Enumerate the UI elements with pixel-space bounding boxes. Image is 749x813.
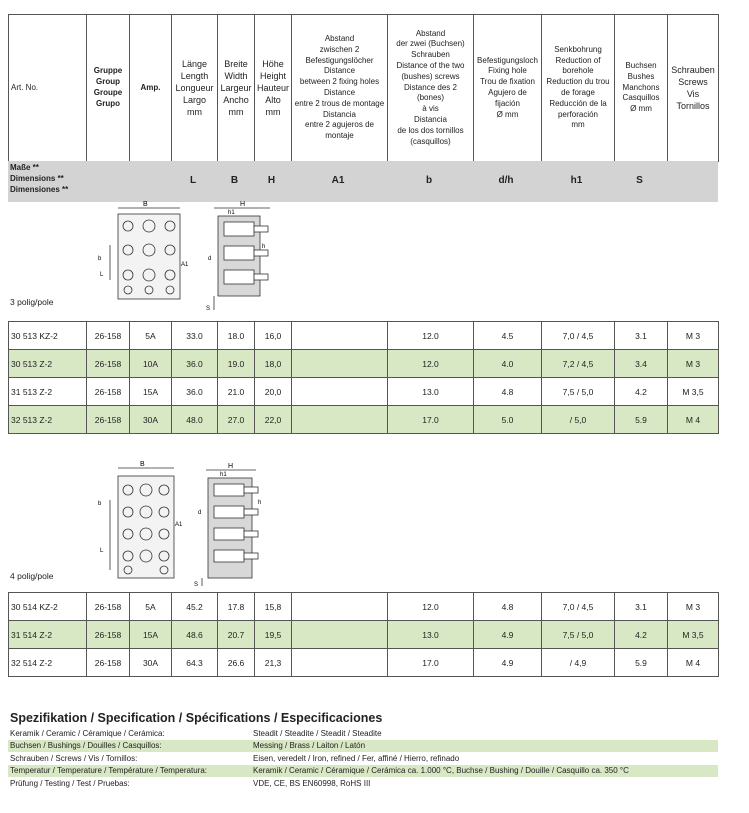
table-cell: 26-158 (87, 378, 130, 406)
dim-symbol-width: B (230, 175, 239, 186)
table-cell: 26-158 (87, 593, 130, 621)
table-cell: 32 514 Z-2 (9, 649, 87, 677)
header-line: mm (571, 120, 585, 130)
spec-value: VDE, CE, BS EN60998, RoHS III (253, 779, 371, 788)
table-cell: 7,2 / 4,5 (542, 350, 615, 378)
table-cell: 22,0 (255, 406, 292, 434)
header-line: Ø mm (496, 109, 519, 119)
drawing-label-h-small: h (262, 244, 266, 250)
table-row (9, 406, 719, 434)
table-cell: 13.0 (388, 378, 474, 406)
header-line: Distance (323, 88, 356, 97)
table-cell: 21,3 (255, 649, 292, 677)
spec-value: Messing / Brass / Laiton / Latón (253, 741, 366, 750)
header-line: (bushes) screws (401, 71, 460, 81)
header-line: Ø mm (630, 104, 652, 114)
table-cell: 30 514 KZ-2 (9, 593, 87, 621)
table-cell: 45.2 (172, 593, 218, 621)
header-line: de forage (561, 88, 595, 97)
drawing-label-b: B (143, 201, 148, 208)
table-cell: 31 514 Z-2 (9, 621, 87, 649)
header-line: Screws (678, 76, 708, 87)
header-line: Group (96, 77, 120, 87)
drawing-label-a1: A1 (181, 262, 188, 268)
table-cell: 13.0 (388, 621, 474, 649)
table-cell: 26-158 (87, 621, 130, 649)
table-cell: 5.9 (615, 649, 668, 677)
table-row (9, 378, 719, 406)
table-cell (292, 350, 388, 378)
table-row (9, 350, 719, 378)
header-line: Höhe (262, 58, 284, 69)
table-cell: 7,5 / 5,0 (542, 621, 615, 649)
table-cell: 7,5 / 5,0 (542, 378, 615, 406)
table-cell: 3.1 (615, 322, 668, 350)
header-line: Largo (182, 95, 207, 106)
table-cell: 7,0 / 4,5 (542, 593, 615, 621)
header-line: mm (187, 107, 202, 118)
header-line: mm (265, 107, 281, 118)
header-line: Longueur (175, 82, 214, 93)
table-cell: 36.0 (172, 378, 218, 406)
table-cell: 48.6 (172, 621, 218, 649)
spec-key: Schrauben / Screws / Vis / Tornillos: (10, 754, 138, 763)
header-line: Distance (323, 66, 356, 76)
header-line: Fixing hole (488, 66, 527, 76)
table-cell: / 4,9 (542, 649, 615, 677)
table-cell: M 3 (668, 350, 719, 378)
spec-row (8, 778, 718, 790)
header-line: Befestigungslöcher (305, 55, 374, 65)
drawing-label-b-small: b (98, 501, 102, 507)
table-cell: M 4 (668, 649, 719, 677)
col-counterbore (542, 15, 615, 162)
header-line: fijación (495, 98, 520, 108)
header-line: Hauteur (257, 82, 290, 93)
table-cell: 32 513 Z-2 (9, 406, 87, 434)
header-line: Senkbohrung (554, 44, 602, 54)
header-line: Distancia (323, 109, 356, 119)
drawing-3pole-side-view (196, 200, 276, 312)
header-line: Tornillos (676, 101, 710, 112)
header-line: Vis (686, 89, 700, 99)
table-cell: 4.9 (474, 621, 542, 649)
table-cell: M 3 (668, 322, 719, 350)
table-cell (292, 593, 388, 621)
table-cell: 19.0 (218, 350, 255, 378)
table-cell: 26-158 (87, 350, 130, 378)
spec-value: Keramik / Ceramic / Céramique / Cerámica ca. 1.000 °C, Buchse / Bushing / Douille / Casquillo ca. 350 °C (253, 766, 629, 775)
drawing-label-d: d (208, 256, 212, 262)
table-cell: 20.7 (218, 621, 255, 649)
table-cell: 30A (130, 649, 172, 677)
header-line: mm (228, 107, 244, 118)
dimensions-label: Maße ** Dimensions ** Dimensiones ** (10, 163, 69, 194)
drawing-label-h-small: h (258, 500, 262, 506)
header-line: Abstand (415, 28, 446, 38)
table-cell: 10A (130, 350, 172, 378)
header-line: Agujero de (488, 88, 527, 97)
drawing-label-l: L (100, 548, 104, 554)
table-row (9, 593, 719, 621)
header-line: entre 2 agujeros de (305, 120, 374, 130)
header-line: Gruppe (93, 66, 123, 76)
header-line: between 2 fixing holes (299, 77, 380, 87)
dim-symbol-bushes: S (636, 175, 643, 186)
table-cell (292, 322, 388, 350)
table-cell: 31 513 Z-2 (9, 378, 87, 406)
header-line: Grupo (96, 98, 120, 108)
spec-row (8, 753, 718, 765)
table-cell: 4.9 (474, 649, 542, 677)
header-line: Manchons (622, 82, 660, 92)
header-line: Trou de fixation (480, 77, 535, 87)
table-cell: 4.5 (474, 322, 542, 350)
table-3pole (8, 321, 719, 434)
drawing-label-h1: h1 (220, 472, 227, 478)
table-cell: 4.0 (474, 350, 542, 378)
table-cell: 36.0 (172, 350, 218, 378)
table-cell (292, 406, 388, 434)
table-cell: 33.0 (172, 322, 218, 350)
table-cell: 5.0 (474, 406, 542, 434)
dim-symbol-bushes-spacing: b (425, 175, 433, 186)
dimensions-row (8, 161, 718, 202)
table-cell: 15A (130, 378, 172, 406)
header-line: Groupe (93, 88, 123, 97)
table-cell: 5.9 (615, 406, 668, 434)
table-cell: 30 513 Z-2 (9, 350, 87, 378)
header-line: (casquillos) (410, 136, 451, 146)
table-cell: 17.0 (388, 649, 474, 677)
table-cell: 64.3 (172, 649, 218, 677)
spec-title: Spezifikation / Specification / Spécifications / Especificaciones (10, 711, 383, 725)
drawing-label-h1: h1 (228, 210, 235, 216)
header-line: Width (224, 70, 248, 81)
drawing-4pole-top-view (88, 460, 188, 582)
dim-symbol-spacing: A1 (331, 175, 345, 186)
header-line: Alto (265, 95, 281, 106)
table-cell: 15,8 (255, 593, 292, 621)
table-cell: 21.0 (218, 378, 255, 406)
header-line: Reducción de la (549, 98, 607, 108)
table-cell: M 4 (668, 406, 719, 434)
table-cell: 48.0 (172, 406, 218, 434)
header-line: Befestigungsloch (477, 55, 538, 65)
table-cell: 17.8 (218, 593, 255, 621)
drawing-label-h: H (228, 463, 234, 470)
table-cell (292, 621, 388, 649)
table-row (9, 649, 719, 677)
section-4pole-label: 4 polig/pole (10, 571, 54, 581)
header-line: Reduction of (555, 55, 601, 65)
table-cell: 4.8 (474, 593, 542, 621)
drawing-3pole-top-view (88, 200, 188, 304)
drawing-label-h: H (240, 201, 246, 208)
dim-symbol-counterbore: h1 (570, 175, 583, 186)
header-line: borehole (562, 66, 594, 76)
table-cell (292, 649, 388, 677)
drawing-label-b: B (140, 461, 145, 468)
header-line: Distance des 2 (bones) (404, 82, 457, 103)
table-cell: M 3 (668, 593, 719, 621)
drawing-label-s: S (206, 306, 211, 312)
table-cell: 15A (130, 621, 172, 649)
col-group (87, 15, 130, 162)
table-cell: 12.0 (388, 593, 474, 621)
drawing-label-b-small: b (98, 256, 102, 262)
col-screws (668, 15, 719, 162)
table-cell: 4.8 (474, 378, 542, 406)
header-line: Reduction du trou (546, 77, 610, 87)
header-line: Largeur (220, 82, 252, 93)
table-cell: 27.0 (218, 406, 255, 434)
header-line: Ancho (223, 95, 249, 106)
table-cell: 12.0 (388, 350, 474, 378)
header-line: perforación (557, 109, 599, 119)
table-cell: 5A (130, 322, 172, 350)
table-cell: 3.1 (615, 593, 668, 621)
col-fixing-hole (474, 15, 542, 162)
table-cell: 16,0 (255, 322, 292, 350)
header-line: der zwei (Buchsen) (396, 39, 465, 49)
header-line: à vis (422, 104, 439, 114)
table-cell: 20,0 (255, 378, 292, 406)
header-line: Casquillos (622, 93, 660, 103)
spec-row (8, 740, 718, 752)
spec-key: Prüfung / Testing / Test / Pruebas: (10, 779, 130, 788)
header-line: Length (180, 70, 209, 81)
spec-value: Steadit / Steadite / Steadit / Steadite (253, 729, 382, 738)
spec-row (8, 765, 718, 777)
col-artno: Art. No. (9, 15, 87, 162)
dim-symbol-height: H (267, 175, 276, 186)
header-line: Bushes (627, 71, 655, 81)
spec-key: Buchsen / Bushings / Douilles / Casquillos: (10, 741, 162, 750)
table-cell: 18.0 (218, 322, 255, 350)
dim-symbol-fixing-hole: d/h (498, 175, 514, 186)
table-cell: 7,0 / 4,5 (542, 322, 615, 350)
dim-symbol-length: L (189, 175, 197, 186)
drawing-4pole-side-view (190, 462, 270, 588)
header-line: Buchsen (625, 61, 657, 70)
header-line: Schrauben (671, 64, 715, 75)
table-cell: 5A (130, 593, 172, 621)
header-line: Abstand (324, 34, 355, 44)
table-cell: 26.6 (218, 649, 255, 677)
table-4pole (8, 592, 719, 677)
spec-row (8, 728, 718, 740)
col-fixing-spacing (292, 15, 388, 162)
table-cell: 30A (130, 406, 172, 434)
table-cell: / 5,0 (542, 406, 615, 434)
table-cell: 4.2 (615, 378, 668, 406)
header-table (8, 14, 719, 162)
drawing-label-d: d (198, 510, 202, 516)
header-line: Height (259, 70, 286, 81)
table-cell (292, 378, 388, 406)
table-cell: 12.0 (388, 322, 474, 350)
table-cell: 4.2 (615, 621, 668, 649)
col-amp: Amp. (130, 15, 172, 162)
table-cell: 26-158 (87, 322, 130, 350)
table-cell: 18,0 (255, 350, 292, 378)
drawing-label-s: S (194, 582, 199, 588)
table-cell: 19,5 (255, 621, 292, 649)
header-line: Schrauben (411, 50, 450, 60)
table-row (9, 621, 719, 649)
drawing-label-l: L (100, 272, 104, 278)
table-row (9, 322, 719, 350)
table-cell: 26-158 (87, 649, 130, 677)
header-line: Distancia (414, 114, 447, 124)
table-cell: 30 513 KZ-2 (9, 322, 87, 350)
header-line: entre 2 trous de montage (294, 98, 385, 108)
section-3pole-label: 3 polig/pole (10, 297, 54, 307)
table-cell: 3.4 (615, 350, 668, 378)
spec-value: Eisen, veredelt / Iron, refined / Fer, affiné / Hierro, refinado (253, 754, 460, 763)
header-line: montaje (325, 131, 354, 141)
spec-key: Temperatur / Temperature / Température / Temperatura: (10, 766, 207, 775)
col-length (172, 15, 218, 162)
table-cell: M 3,5 (668, 378, 719, 406)
header-line: zwischen 2 (319, 44, 360, 54)
table-cell: 26-158 (87, 406, 130, 434)
col-bushes (615, 15, 668, 162)
table-cell: M 3,5 (668, 621, 719, 649)
col-width (218, 15, 255, 162)
header-line: de los dos tornillos (397, 125, 464, 135)
drawing-label-a1: A1 (175, 522, 183, 528)
header-line: Breite (224, 58, 248, 69)
header-line: Distance of the two (396, 61, 465, 70)
header-line: Länge (181, 58, 208, 69)
col-bushes-spacing (388, 15, 474, 162)
table-cell: 17.0 (388, 406, 474, 434)
col-height (255, 15, 292, 162)
spec-key: Keramik / Ceramic / Céramique / Cerámica: (10, 729, 165, 738)
